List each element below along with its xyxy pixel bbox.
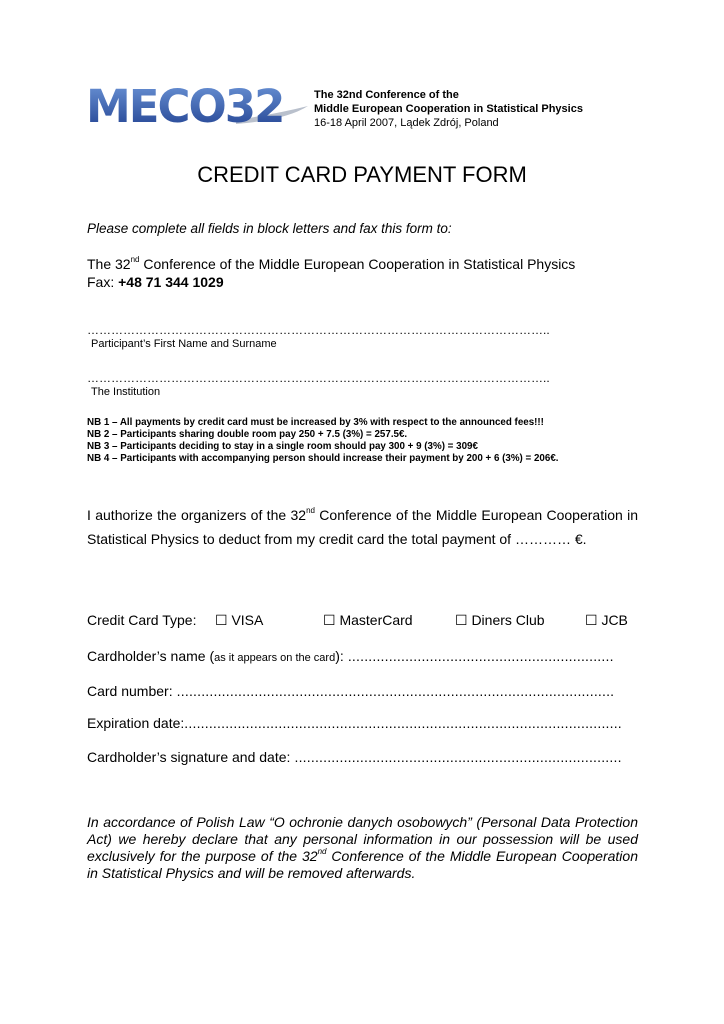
authorize-sup: nd xyxy=(306,506,315,516)
expiration-row xyxy=(87,715,622,731)
privacy-statement xyxy=(87,814,638,882)
card-number-label: Card number: xyxy=(87,683,173,699)
logo-text: MECO32 xyxy=(86,84,284,128)
card-type-label: Credit Card Type: xyxy=(87,612,197,628)
card-number-field[interactable]: ........................................................................................................... xyxy=(172,683,615,699)
note-3: NB 3 – Participants deciding to stay in a single room should pay 300 + 9 (3%) = 309€ xyxy=(87,441,478,452)
card-type-jcb-checkbox[interactable]: ☐ JCB xyxy=(585,612,628,628)
card-type-mastercard-checkbox[interactable]: ☐ MasterCard xyxy=(323,612,413,628)
note-1: NB 1 – All payments by credit card must be increased by 3% with respect to the announced fees!!! xyxy=(87,417,544,428)
address-prefix: The 32 xyxy=(87,256,131,272)
cardholder-name-field[interactable]: ................................................................. xyxy=(343,648,614,664)
privacy-sup: nd xyxy=(317,847,327,857)
conference-line-2: Middle European Cooperation in Statistical Physics xyxy=(314,103,583,115)
cardholder-name-hint: as it appears on the card xyxy=(214,652,336,664)
conference-line-3: 16-18 April 2007, Lądek Zdrój, Poland xyxy=(314,117,499,129)
card-number-row xyxy=(87,683,614,699)
privacy-part-1: In accordance of Polish Law “O ochronie danych osobowych” (Personal Data Protection Act) we hereby declare that any personal information in our possession will be used exclusively for the purpose of the 32 xyxy=(87,814,638,864)
card-type-visa-checkbox[interactable]: ☐ VISA xyxy=(215,612,264,628)
fax-number: +48 71 344 1029 xyxy=(118,274,224,290)
signature-row xyxy=(87,749,622,765)
card-type-diners-checkbox[interactable]: ☐ Diners Club xyxy=(455,612,545,628)
authorize-part-1: I authorize the organizers of the 32 xyxy=(87,507,307,523)
address-rest: Conference of the Middle European Cooperation in Statistical Physics xyxy=(139,256,576,272)
expiration-field[interactable]: ........................................................................................................... xyxy=(184,715,622,731)
institution-field[interactable]: …………………………………………………………………………………………………….. xyxy=(87,371,550,385)
conference-line-1: The 32nd Conference of the xyxy=(314,89,459,101)
participant-name-label: Participant’s First Name and Surname xyxy=(91,338,277,350)
signature-label: Cardholder’s signature and date: xyxy=(87,749,291,765)
logo-swoosh-icon xyxy=(86,84,308,128)
participant-name-field[interactable]: …………………………………………………………………………………………………….. xyxy=(87,323,550,337)
conference-info xyxy=(314,88,583,130)
authorize-part-2: Conference of the Middle European Cooperation in Statistical Physics to deduct from my credit card the total payment of ………… €. xyxy=(87,507,638,547)
note-2: NB 2 – Participants sharing double room pay 250 + 7.5 (3%) = 257.5€. xyxy=(87,429,408,440)
cardholder-name-label: Cardholder’s name ( xyxy=(87,648,215,664)
fax-label: Fax: xyxy=(87,274,119,290)
note-4: NB 4 – Participants with accompanying person should increase their payment by 200 + 6 (3%) = 206€. xyxy=(87,453,559,464)
meco32-logo xyxy=(86,84,308,128)
address-sup: nd xyxy=(130,255,140,265)
privacy-part-2: Conference of the Middle European Cooperation in Statistical Physics and will be removed afterwards. xyxy=(87,848,638,881)
payment-notes xyxy=(87,417,559,465)
fax-address xyxy=(87,255,575,291)
expiration-label: Expiration date: xyxy=(87,715,185,731)
authorization-text xyxy=(87,503,638,551)
cardholder-name-close: ): xyxy=(335,648,344,664)
cardholder-name-row xyxy=(87,648,614,664)
page-title: CREDIT CARD PAYMENT FORM xyxy=(197,162,527,187)
signature-field[interactable]: ................................................................................ xyxy=(290,749,622,765)
instruction-text: Please complete all fields in block letters and fax this form to: xyxy=(87,221,452,236)
institution-label: The Institution xyxy=(91,386,161,398)
